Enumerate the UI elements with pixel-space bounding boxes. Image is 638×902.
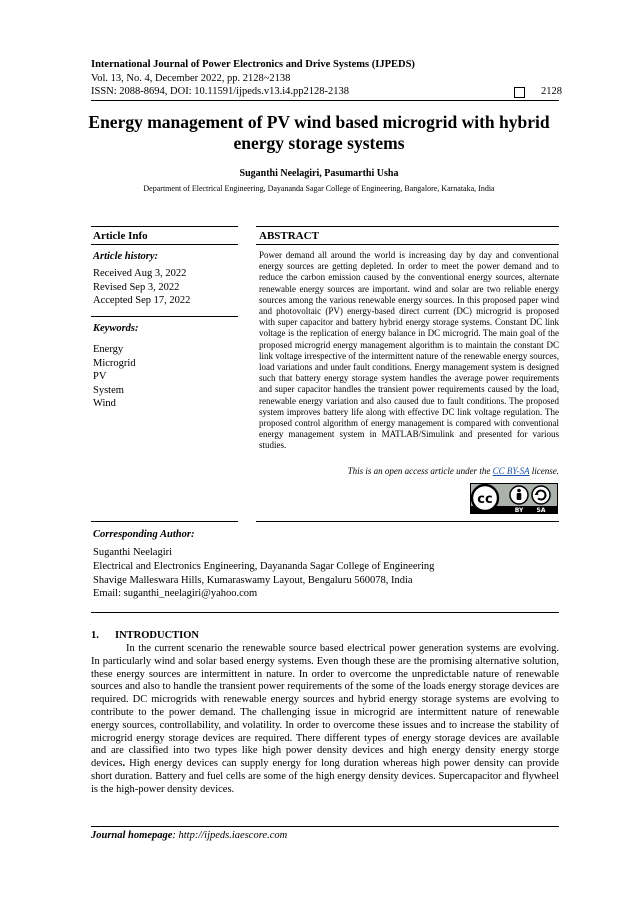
intro-bold-period: . <box>122 758 126 770</box>
keyword-item: Wind <box>93 398 116 409</box>
paper-title: Energy management of PV wind based microgrid with hybrid energy storage systems <box>88 112 550 153</box>
checkbox-glyph-icon <box>514 87 525 98</box>
keywords-heading: Keywords: <box>93 323 139 334</box>
license-statement <box>259 466 559 476</box>
intro-text-part2: High energy devices can supply energy for long duration whereas high power density can provide short duration. Battery and fuel cells are some of the high energy density devices. Supercapacitor and flywheel is the high-power density devices. <box>91 758 559 795</box>
footer-url[interactable]: : http://ijpeds.iaescore.com <box>172 830 288 841</box>
author-list: Suganthi Neelagiri, Pasumarthi Usha <box>239 168 399 179</box>
article-info-heading: Article Info <box>93 230 148 242</box>
abstract-heading-rule <box>256 244 559 245</box>
keyword-item: Energy <box>93 344 124 355</box>
author-email: Email: suganthi_neelagiri@yahoo.com <box>93 588 258 600</box>
info-heading-rule <box>91 244 238 245</box>
cc-by-sa-link[interactable]: CC BY-SA <box>492 466 530 476</box>
info-bottom-rule <box>91 521 238 522</box>
footer-label: Journal homepage <box>91 830 173 841</box>
article-history-heading: Article history: <box>93 251 159 262</box>
keyword-item: System <box>93 384 124 396</box>
journal-homepage-footer <box>91 830 287 841</box>
author-name: Suganthi Neelagiri <box>93 547 173 558</box>
received-date: Received Aug 3, 2022 <box>93 268 187 279</box>
keyword-item: PV <box>93 371 107 382</box>
abstract-heading: ABSTRACT <box>259 230 319 242</box>
keyword-item: Microgrid <box>93 357 136 369</box>
badge-by-label: BY <box>514 507 524 514</box>
introduction-body <box>91 643 559 797</box>
header-rule <box>91 100 559 101</box>
journal-name: International Journal of Power Electronics and Drive Systems (IJPEDS) <box>91 59 415 70</box>
issn-doi-line: ISSN: 2088-8694, DOI: 10.11591/ijpeds.v13.i4.pp2128-2138 <box>91 86 350 97</box>
affiliation: Department of Electrical Engineering, Dayananda Sagar College of Engineering, Bangalore, Karnataka, India <box>143 184 495 193</box>
footer-rule <box>91 826 559 827</box>
abstract-bottom-rule <box>256 521 559 522</box>
article-history-list <box>93 267 190 308</box>
accepted-date: Accepted Sep 17, 2022 <box>93 295 191 306</box>
badge-sa-label: SA <box>536 507 546 514</box>
revised-date: Revised Sep 3, 2022 <box>93 281 180 293</box>
cc-glyph: cc <box>477 492 493 507</box>
author-address: Shavige Malleswara Hills, Kumaraswamy Layout, Bengaluru 560078, India <box>93 574 413 586</box>
volume-line: Vol. 13, No. 4, December 2022, pp. 2128~2138 <box>91 73 291 84</box>
page-number: 2128 <box>541 86 562 97</box>
license-suffix: license. <box>529 466 559 476</box>
introduction-paragraph <box>91 643 559 797</box>
cc-by-sa-badge-icon[interactable] <box>470 483 558 514</box>
person-head <box>517 489 521 493</box>
license-prefix: This is an open access article under the <box>347 466 493 476</box>
author-department: Electrical and Electronics Engineering, Dayananda Sagar College of Engineering <box>93 560 435 572</box>
intro-text-part1: In the current scenario the renewable source based electrical power generation systems are evolving. In particularly wind and solar based energy systems. Even though these are the promising alternative solution, these energy sources are intermittent in nature. In order to overcome the unpredictable nature of renewable sources and also to handle the transient power requirements of the some of the loads energy storage devices are required. DC microgrids with renewable energy sources and hybrid energy storage systems are evolving to contribute to the power demand. The challenging issue in microgrid are intermittent nature of renewable energy sources, controllability, and volatility. In order to overcome these issues and to increase the stability of microgrid energy storage devices are required. There different types of energy storage devices are available and are classified into two types like high power density devices and high energy density energy storge devices <box>91 643 559 770</box>
corresponding-bottom-rule <box>91 612 559 613</box>
keywords-list <box>93 343 136 411</box>
section-title: INTRODUCTION <box>115 630 200 641</box>
abstract-top-rule <box>256 226 559 227</box>
introduction-heading <box>91 630 199 641</box>
keywords-rule <box>91 316 238 317</box>
abstract-text: Power demand all around the world is increasing day by day and conventional energy sources are getting depleted. In order to meet the power demand and to reduce the carbon emission caused by the conventional energy sources, alternate renewable energy sources are important. wind and solar are two reliable energy sources among the various renewable energy sources. In this proposed paper wind and photovoltaic (PV) energy-based direct current (DC) microgrid is proposed with super capacitor and battery hybrid energy storage systems. Constant DC link voltage is the replication of energy balance in DC microgrid. The main goal of the proposed microgrid energy management algorithm is to maintain the constant DC link voltage irrespective of the intermittent nature of the renewable energy sources, load variations and under fault conditions. Energy management system is designed such that battery energy storage system handles the average power requirements and super capacitor handles the transient power requirements caused by the load, renewable energy variation and also caused due to fault conditions. The proposed system improves battery life along with effective DC link voltage regulation. The proposed control algorithm of energy management is compared with conventional energy management system in MATLAB/Simulink and presented for various studies. <box>259 250 559 451</box>
section-number: 1. <box>91 630 99 641</box>
info-top-rule <box>91 226 238 227</box>
corresponding-author-heading: Corresponding Author: <box>93 529 195 540</box>
person-body <box>517 493 522 500</box>
corresponding-author-details <box>93 546 434 601</box>
